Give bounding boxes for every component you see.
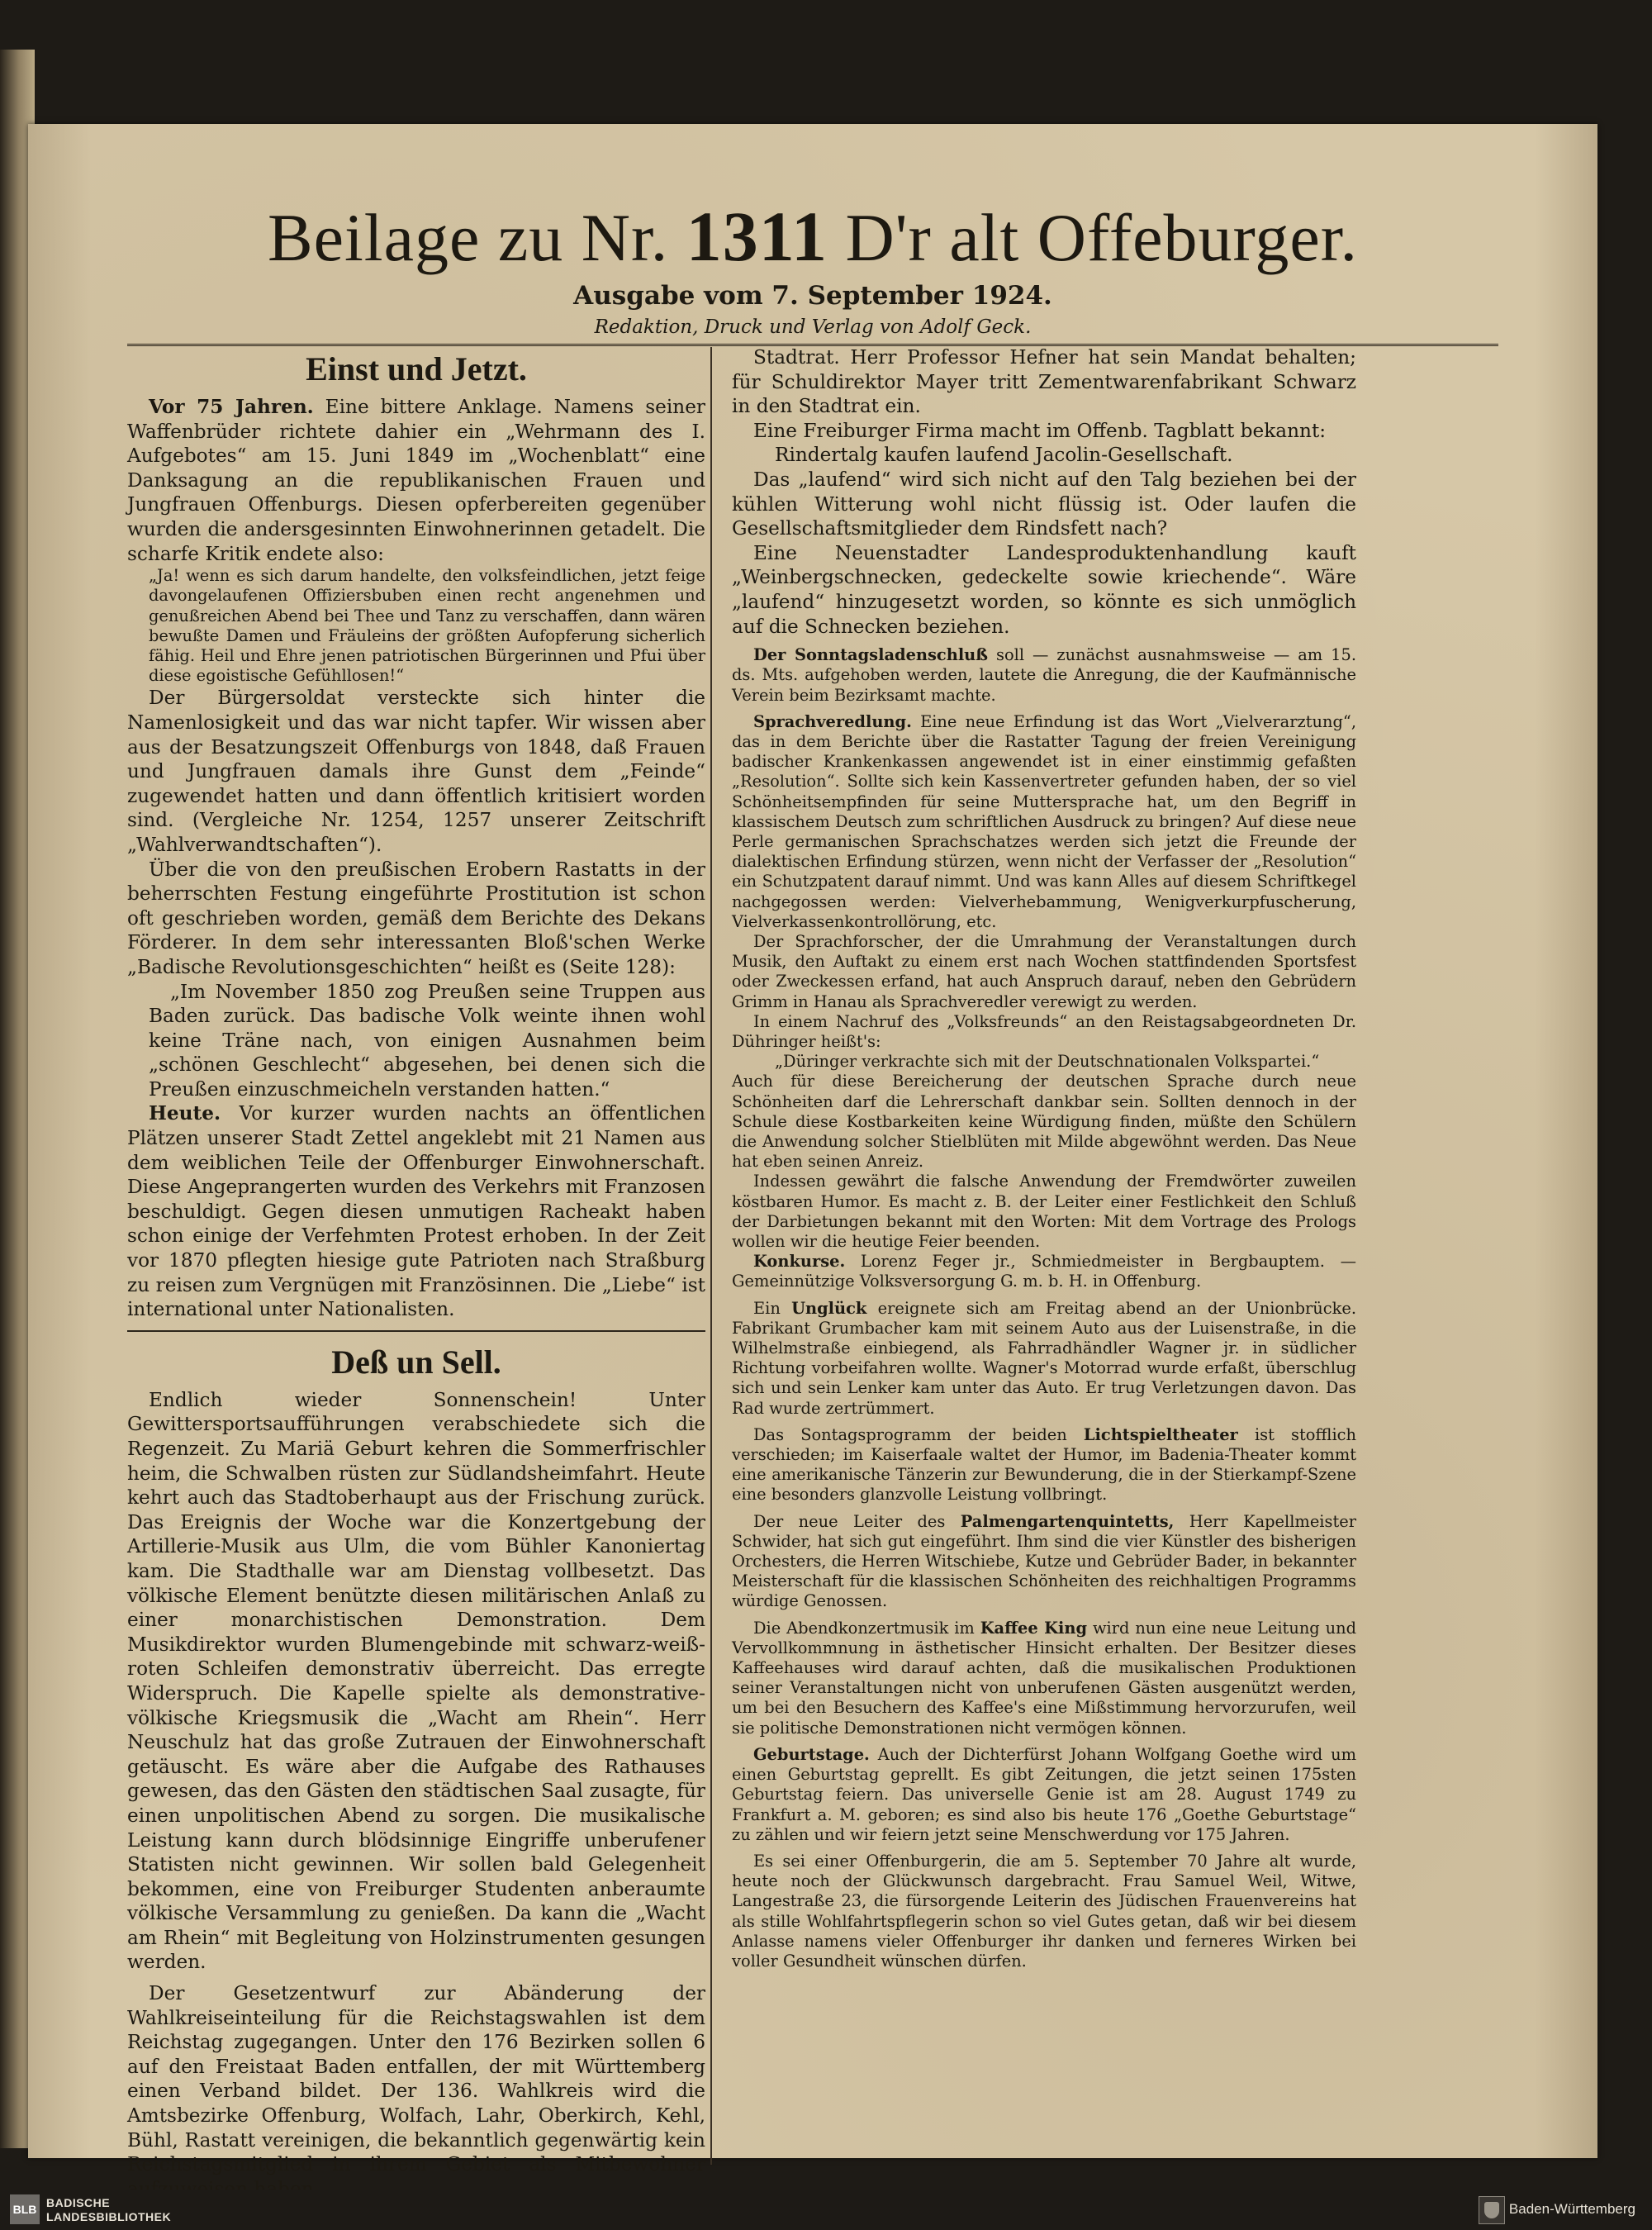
- masthead-title: [28, 197, 1597, 278]
- run-in-heading: Sprachveredlung.: [753, 711, 912, 731]
- blb-wordmark-line1: BADISCHE: [46, 2196, 111, 2209]
- article-paragraph: Eine Neuenstadter Landesproduktenhandlung kauft „Weinbergschnecken, gedeckelte sowie kriechende“. Wäre „laufend“ hinzugesetzt worden, so könnte es sich unmöglich auf die Schnecken beziehen.: [732, 541, 1356, 638]
- title-prefix: Beilage zu Nr.: [267, 200, 669, 275]
- paragraph-text: soll — zunächst ausnahmsweise — am 15. ds. Mts. aufgehoben werden, lautete die Anregung, die der Kaufmännische Verein beim Bezirksamt machte.: [732, 645, 1356, 705]
- article-paragraph: [127, 1101, 705, 1321]
- news-item: [732, 1745, 1356, 1845]
- paragraph-text: ist stofflich verschieden; im Kaiserfaale waltet der Humor, im Badenia-Theater kommt eine amerikanische Tänzerin zur Bewunderung, die in der Stierkampf-Szene eine besonders glanzvolle Leistung vollbringt.: [732, 1424, 1356, 1505]
- publisher-line: Redaktion, Druck und Verlag von Adolf Geck.: [594, 316, 1032, 338]
- paragraph-text: Herr Kapellmeister Schwider, hat sich gut eingeführt. Ihm sind die vier Künstler des bisherigen Orchesters, die Herren Witschiebe, Kutze und Gebrüder Bader, in bekannter Meisterschaft für die klassischen Schönheiten des reichhaltigen Programms würdige Genossen.: [732, 1511, 1356, 1611]
- section-title-dess-un-sell: Deß un Sell.: [331, 1343, 501, 1381]
- edition-date: Ausgabe vom 7. September 1924.: [573, 281, 1052, 311]
- right-column: [732, 345, 1356, 2171]
- left-column: [127, 349, 705, 2175]
- paragraph-text: Eine neue Erfindung ist das Wort „Vielverarztung“, das in dem Berichte über die Rastatter Tagung der freien Vereinigung badischer Krankenkassen angewendet ist in einer einstimmig gefaßten „Resolution“. Sollte sich kein Kassenvertreter gefunden haben, der so viel Schönheitsempfinden für seine Muttersprache hat, um den Begriff in klassischem Deutsch zum schriftlichen Ausdruck zu bringen? Auf diese neue Perle germanischen Sprachschatzes werden sich jetzt die Freunde der dialektischen Erfindung stürzen, wenn nicht der Verfasser der „Resolution“ ein Schutzpatent darauf nimmt. Und was kann Alles auf diesem Schriftkegel nachgegossen werden: Vielverhebammung, Wenigverkurpfuscherung, Vielverkassenkontrollörung, etc.: [732, 711, 1356, 931]
- blb-wordmark-line2: LANDESBIBLIOTHEK: [46, 2210, 172, 2223]
- run-in-heading: Palmengartenquintetts,: [960, 1511, 1175, 1531]
- title-suffix: D'r alt Offeburger.: [845, 200, 1359, 275]
- paragraph-text: Lorenz Feger jr., Schmiedmeister in Bergbauptem. — Gemeinnützige Volksversorgung G. m. b. H. in Offenburg.: [732, 1252, 1356, 1291]
- run-in-heading: Der Sonntagsladenschluß: [753, 645, 989, 665]
- run-in-heading: Geburtstage.: [753, 1744, 870, 1764]
- newspaper-page: [28, 124, 1597, 2176]
- run-in-heading: Kaffee King: [980, 1618, 1088, 1638]
- article-paragraph: Über die von den preußischen Erobern Rastatts in der beherrschten Festung eingeführte Prostitution ist schon oft geschrieben worden, gemäß dem Berichte des Dekans Förderer. In dem sehr interessanten Bloß'schen Werke „Badische Revolutionsgeschichten“ heißt es (Seite 128):: [127, 858, 705, 978]
- blb-logo-icon: BLB: [10, 2194, 40, 2224]
- news-item: [732, 1299, 1356, 1419]
- article-paragraph: Stadtrat. Herr Professor Hefner hat sein Mandat behalten; für Schuldirektor Mayer tritt Zementwarenfabrikant Schwarz in den Stadtrat ein.: [732, 346, 1356, 418]
- paragraph-text: Die Abendkonzertmusik im: [753, 1618, 975, 1638]
- run-in-heading: Konkurse.: [753, 1252, 846, 1272]
- paragraph-text: ereignete sich am Freitag abend an der Unionbrücke. Fabrikant Grumbacher kam mit seinem Auto aus der Luisenstraße, in die Wilhelmstraße einbiegend, als Fahrradhändler Wagner jr. in südlicher Richtung vorbeifahren wollte. Wagner's Motorrad wurde erfaßt, überschlug sich und sein Lenker kam unter das Auto. Er trug Verletzungen davon. Das Rad wurde zertrümmert.: [732, 1298, 1357, 1418]
- advertisement-quote: Rindertalg kaufen laufend Jacolin-Gesellschaft.: [775, 444, 1233, 467]
- run-in-heading: Lichtspieltheater: [1083, 1424, 1238, 1444]
- news-item: Auch für diese Bereicherung der deutschen Sprache durch neue Schönheiten darf die Lehrerschaft dankbar sein. Sollten dennoch in der Schule diese Kostbarkeiten keine Würdigung finden, müßte den Schülern die Anwendung solcher Stielblüten mit Milde abgewöhnt werden. Das Neue hat eben seinen Anreiz.: [732, 1072, 1356, 1172]
- paragraph-text: Auch der Dichterfürst Johann Wolfgang Goethe wird um einen Geburtstag geprellt. Es gibt Zeitungen, die jetzt seinen 175sten Geburtstag feiern. Das universelle Genie ist am 28. August 1749 zu Frankfurt a. M. geboren; es sind also bis heute 176 „Goethe Geburtstage“ zu zählen und wir feiern jetzt seine Menschwerdung vor 175 Jahren.: [732, 1744, 1356, 1844]
- news-item: [732, 712, 1356, 932]
- run-in-heading: Heute.: [149, 1102, 221, 1125]
- news-item: Der Sprachforscher, der die Umrahmung der Veranstaltungen durch Musik, den Auftakt zu einem erst nach Wochen stattfindenden Sportsfest oder Zweckessen erfand, hat auch Anspruch darauf, neben den Gebrüdern Grimm in Hanau als Sprachveredler verewigt zu werden.: [732, 931, 1356, 1011]
- paragraph-text: Ein: [753, 1298, 781, 1318]
- blb-wordmark: [46, 2196, 171, 2224]
- article-paragraph: Endlich wieder Sonnenschein! Unter Gewittersportsaufführungen verabschiedete sich die Regenzeit. Zu Mariä Geburt kehren die Sommerfrischler heim, die Schwalben rüsten zur Südlandsheimfahrt. Heute kehrt auch das Stadtoberhaupt aus der Frischung zurück. Das Ereignis der Woche war die Konzertgebung der Artillerie-Musik aus Ulm, die vom Bühler Kanoniertag kam. Die Stadthalle war am Dienstag vollbesetzt. Das völkische Element benützte diesen militärischen Anlaß zu einer monarchistischen Demonstration. Dem Musikdirektor wurden Blumengebinde mit schwarz-weiß-roten Schleifen demonstrativ überreicht. Das erregte Widerspruch. Die Kapelle spielte als demonstrative-völkische Kriegsmusik die „Wacht am Rhein“. Herr Neuschulz hat das große Zutrauen der Einwohnerschaft getäuscht. Es wäre aber die Aufgabe des Rathauses gewesen, das den Gästen den städtischen Saal zusagte, für einen unpolitischen Abend zu sorgen. Die musikalische Leistung kann durch blödsinnige Eingriffe unberufener Statisten nicht gewinnen. Wir sollen bald Gelegenheit bekommen, eine von Freiburger Studenten anberaumte völkische Versammlung zu genießen. Da kann die „Wacht am Rhein“ mit Begleitung von Holzinstrumenten gesungen werden.: [127, 1388, 705, 1974]
- section-rule: [127, 1330, 705, 1332]
- baden-wuerttemberg-label: Baden-Württemberg: [1508, 2201, 1635, 2217]
- quotation: „Im November 1850 zog Preußen seine Truppen aus Baden zurück. Das badische Volk weinte ihnen wohl keine Träne nach, von einigen Ausnahmen beim „schönen Geschlecht“ abgesehen, bei denen sich die Preußen einzuschmeicheln verstanden hatten.“: [149, 980, 705, 1101]
- news-item: Es sei einer Offenburgerin, die am 5. September 70 Jahre alt wurde, heute noch der Glückwunsch dargebracht. Frau Samuel Weil, Witwe, Langestraße 23, die fürsorgende Leiterin des Jüdischen Frauenvereins hat als stille Wohlfahrtspflegerin schon so viel Gutes getan, daß wir bei diesem Anlasse namens vieler Offenburger ihr danken und ferneres Wirken bei voller Gesundheit wünschen dürfen.: [732, 1851, 1356, 1971]
- article-paragraph: Eine Freiburger Firma macht im Offenb. Tagblatt bekannt:: [753, 419, 1327, 442]
- article-paragraph: [127, 395, 705, 566]
- issue-number: 1311: [686, 197, 828, 276]
- paragraph-text: Das Sontagsprogramm der beiden: [753, 1424, 1067, 1444]
- news-item: [732, 1425, 1356, 1505]
- paragraph-text: Vor kurzer wurden nachts an öffentlichen Plätzen unserer Stadt Zettel angeklebt mit 21 Namen aus dem weiblichen Teile der Offenburger Einwohnerschaft. Diese Angeprangerten wurden des Verkehrs mit Franzosen beschuldigt. Gegen diesen unmutigen Racheakt haben schon einige der Verfehmten Protest erhoben. In der Zeit vor 1870 pflegten hiesige gute Patrioten nach Straßburg zu reisen zum Vergnügen mit Französinnen. Die „Liebe“ ist international unter Nationalisten.: [127, 1102, 705, 1321]
- article-paragraph: Der Bürgersoldat versteckte sich hinter die Namenlosigkeit und das war nicht tapfer. Wir wissen aber aus der Besatzungszeit Offenburgs von 1848, daß Frauen und Jungfrauen damals ihre Gunst dem „Feinde“ zugewendet hatten und dann öffentlich kritisiert worden sind. (Vergleiche Nr. 1254, 1257 unserer Zeitschrift „Wahlverwandtschaften“).: [127, 687, 705, 856]
- paragraph-text: wird nun eine neue Leitung und Vervollkommnung in ästhetischer Hinsicht erhalten. Der Besitzer dieses Kaffeehauses wird darauf achten, daß die musikalischen Produktionen seiner Veranstaltungen nicht von unberufenen Gästen ausgenützt werden, um bei den Besuchern des Kaffee's eine Mißstimmung hervorzurufen, weil sie politische Demonstrationen nicht vermögen können.: [732, 1618, 1356, 1738]
- run-in-heading: Vor 75 Jahren.: [149, 396, 314, 418]
- section-title-einst-und-jetzt: Einst und Jetzt.: [306, 350, 527, 388]
- news-item: [732, 1619, 1356, 1738]
- run-in-heading: Unglück: [791, 1298, 867, 1318]
- column-divider: [710, 347, 712, 2165]
- article-paragraph: Der Gesetzentwurf zur Abänderung der Wahlkreiseinteilung für die Reichstagswahlen ist dem Reichstag zugegangen. Unter den 176 Bezirken sollen 6 auf den Freistaat Baden entfallen, der mit Württemberg einen Verband bildet. Der 136. Wahlkreis wird die Amtsbezirke Offenburg, Wolfach, Lahr, Oberkirch, Kehl, Bühl, Rastatt vereinigen, die bekanntlich gegenwärtig kein Reichstagsmitglied in ihrem Gebiet als Mitbewohner: [127, 1982, 705, 2176]
- news-item: [732, 645, 1356, 706]
- news-item: In einem Nachruf des „Volksfreunds“ an den Reistagsabgeordneten Dr. Dühringer heißt's:: [732, 1011, 1356, 1051]
- news-item: [732, 1512, 1356, 1612]
- viewer-footer: [0, 2190, 1652, 2230]
- news-item: [732, 1252, 1356, 1291]
- news-item: Indessen gewährt die falsche Anwendung der Fremdwörter zuweilen köstbaren Humor. Es macht z. B. der Leiter einer Festlichkeit den Schluß der Darbietungen bekannt mit den Worten: Mit dem Vortrage des Prologs wollen wir die heutige Feier beenden.: [732, 1172, 1356, 1252]
- paragraph-text: Der neue Leiter des: [753, 1511, 946, 1531]
- article-paragraph: Das „laufend“ wird sich nicht auf den Talg beziehen bei der kühlen Witterung wohl nicht flüssig ist. Oder laufen die Gesellschaftsmitglieder dem Rindsfett nach?: [732, 468, 1356, 540]
- quotation: „Ja! wenn es sich darum handelte, den volksfeindlichen, jetzt feige davongelaufenen Offiziersbuben einen recht angenehmen und genußreichen Abend bei Thee und Tanz zu verschaffen, dann wären bewußte Damen und Fräuleins der größten Aufopferung sicherlich fähig. Heil und Ehre jenen patriotischen Bürgerinnen und Pfui über diese egoistische Gefühllosen!“: [149, 566, 705, 686]
- paragraph-text: Eine bittere Anklage. Namens seiner Waffenbrüder richtete dahier ein „Wehrmann des I. Aufgebotes“ am 15. Juni 1849 im „Wochenblatt“ eine Danksagung an die republikanischen Frauen und Jungfrauen Offenburgs. Diesen opferbereiten gegenüber wurden die andersgesinnten Einwohnerinnen getadelt. Die scharfe Kritik endete also:: [127, 396, 706, 565]
- quotation: „Düringer verkrachte sich mit der Deutschnationalen Volkspartei.“: [775, 1052, 1320, 1072]
- coat-of-arms-icon: [1479, 2196, 1505, 2224]
